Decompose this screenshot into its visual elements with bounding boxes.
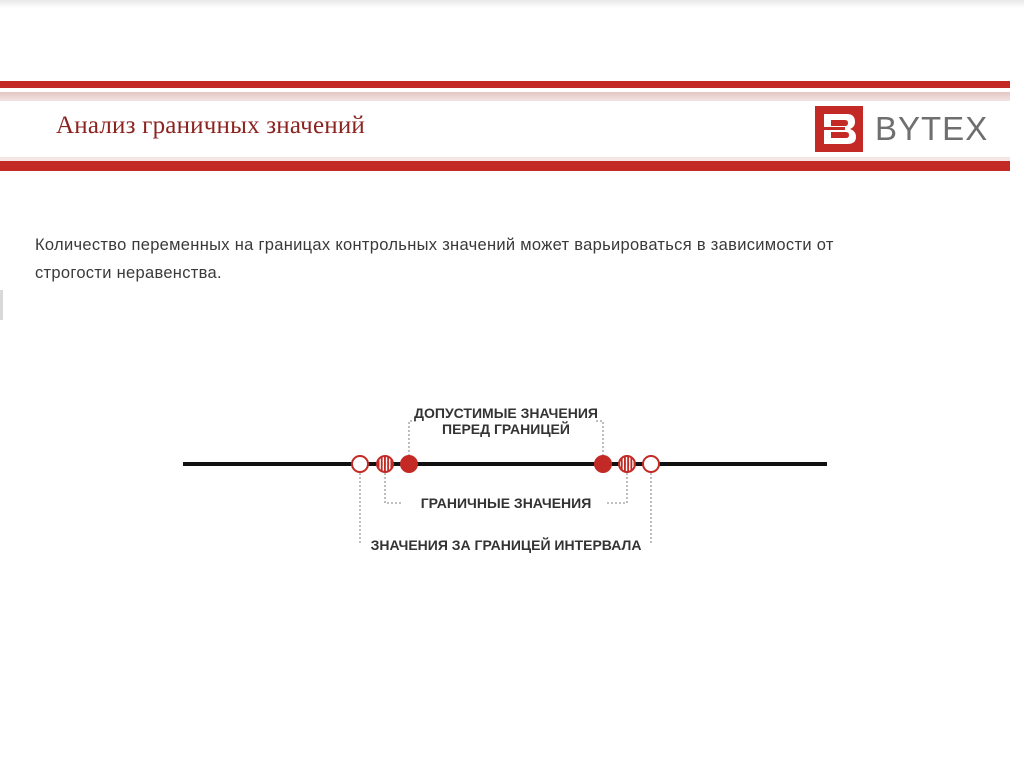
point-boundary-left [377,456,393,472]
slide-title: Анализ граничных значений [56,112,365,139]
point-valid-right [594,455,612,473]
point-outside-right [643,456,659,472]
point-valid-left [400,455,418,473]
label-out-of-range: ЗНАЧЕНИЯ ЗА ГРАНИЦЕЙ ИНТЕРВАЛА [370,537,642,553]
point-boundary-right [619,456,635,472]
guide-boundary-left [385,473,403,503]
description-text: Количество переменных на границах контрольных значений может варьироваться в зависимости от строгости неравенства. [35,236,834,282]
guide-boundary-right [607,473,627,503]
label-valid-line1: ДОПУСТИМЫЕ ЗНАЧЕНИЯ [414,405,598,421]
guide-valid-left [409,421,416,456]
label-boundary-values: ГРАНИЧНЫЕ ЗНАЧЕНИЯ [420,495,592,511]
point-outside-left [352,456,368,472]
logo-text: BYTEX [875,110,989,147]
label-valid-line2: ПЕРЕД ГРАНИЦЕЙ [442,421,570,437]
guide-valid-right [596,421,603,456]
